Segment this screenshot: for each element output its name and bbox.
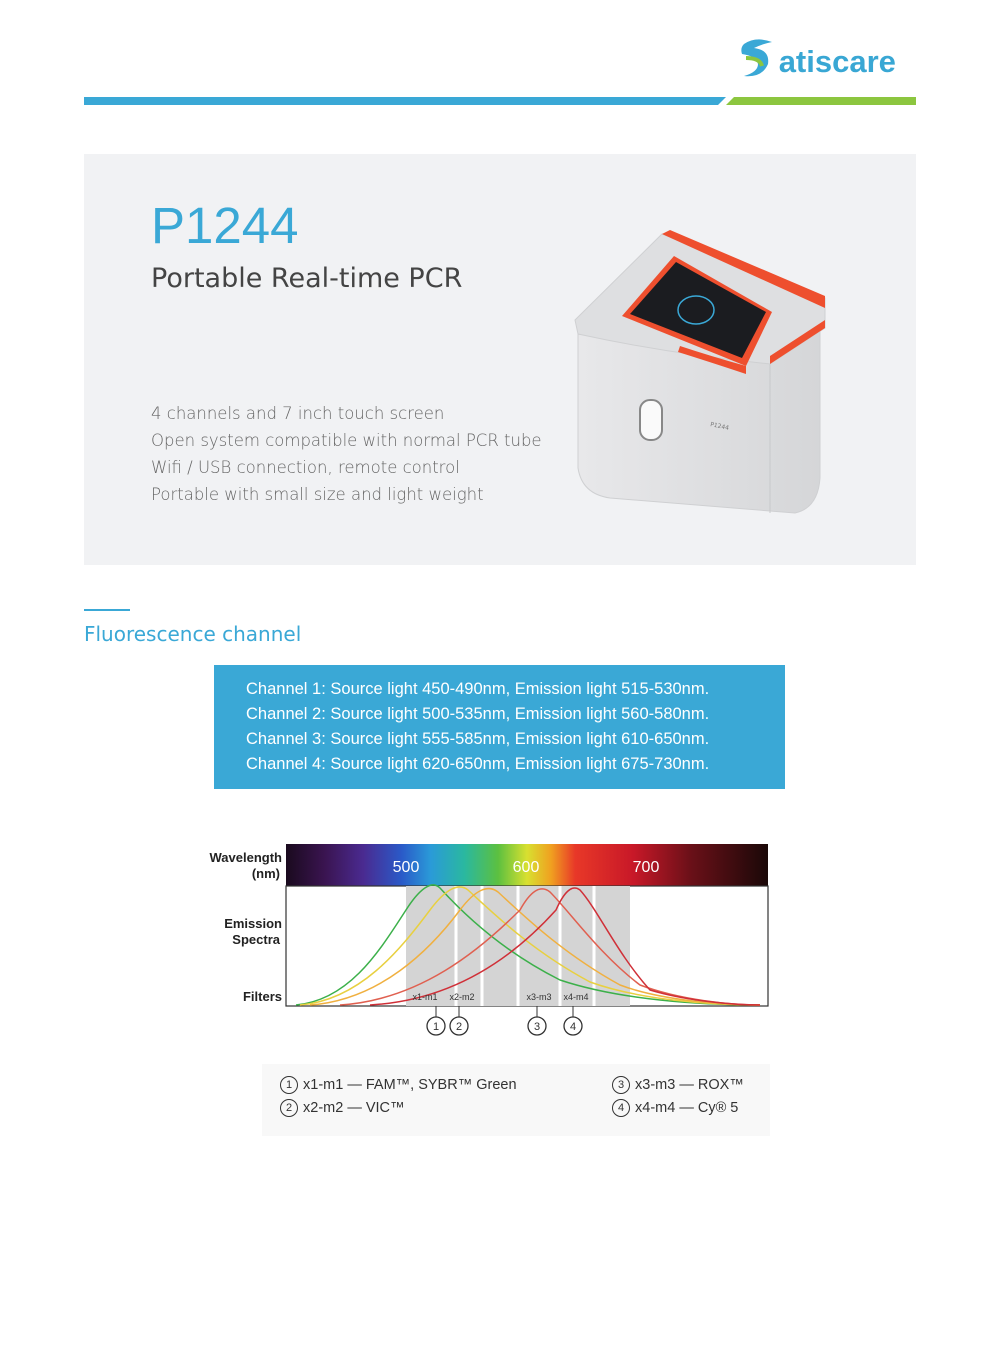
pcr-device-image xyxy=(570,228,830,518)
filter-label: x2-m2 xyxy=(449,992,475,1002)
channel-item: Channel 2: Source light 500-535nm, Emission light 560-580nm. xyxy=(246,705,710,723)
feature-item: Portable with small size and light weight xyxy=(151,485,484,504)
product-model: P1244 xyxy=(151,197,299,254)
legend-item: 3 x3-m3 — ROX™ xyxy=(612,1076,744,1094)
filter-label: x1-m1 xyxy=(412,992,438,1002)
feature-list xyxy=(151,400,542,508)
label-filters: Filters xyxy=(242,989,282,1004)
filter-marker: 2 xyxy=(455,1021,463,1033)
label-emission: Emission xyxy=(224,916,282,931)
filter-label: x4-m4 xyxy=(563,992,589,1002)
product-subtitle: Portable Real-time PCR xyxy=(151,263,463,294)
feature-item: 4 channels and 7 inch touch screen xyxy=(151,404,445,423)
tick-label: 700 xyxy=(632,859,660,876)
filter-marker: 3 xyxy=(533,1021,541,1033)
tick-label: 500 xyxy=(392,859,420,876)
feature-item: Wifi / USB connection, remote control xyxy=(151,458,460,477)
channel-item: Channel 4: Source light 620-650nm, Emission light 675-730nm. xyxy=(246,755,710,773)
filter-label: x3-m3 xyxy=(526,992,552,1002)
section-title: Fluorescence channel xyxy=(84,622,302,646)
label-spectra: Spectra xyxy=(232,932,280,947)
channel-info-box xyxy=(214,665,785,789)
channel-item: Channel 3: Source light 555-585nm, Emission light 610-650nm. xyxy=(246,730,710,748)
filter-marker: 4 xyxy=(569,1021,577,1033)
filter-marker: 1 xyxy=(432,1021,440,1033)
label-wavelength: Wavelength xyxy=(209,850,282,865)
label-wavelength-unit: (nm) xyxy=(251,866,280,881)
device-label: P1244 xyxy=(709,421,730,432)
legend-item: 1 x1-m1 — FAM™, SYBR™ Green xyxy=(280,1076,517,1094)
tick-label: 600 xyxy=(512,859,540,876)
feature-item: Open system compatible with normal PCR tube xyxy=(151,431,542,450)
brand-name: atiscare xyxy=(778,44,896,79)
spectrum-diagram xyxy=(200,840,780,1045)
channel-item: Channel 1: Source light 450-490nm, Emission light 515-530nm. xyxy=(246,680,710,698)
header-bar xyxy=(84,97,916,105)
legend-item: 2 x2-m2 — VIC™ xyxy=(280,1099,405,1117)
legend-item: 4 x4-m4 — Cy® 5 xyxy=(612,1099,738,1117)
section-divider xyxy=(84,609,130,611)
